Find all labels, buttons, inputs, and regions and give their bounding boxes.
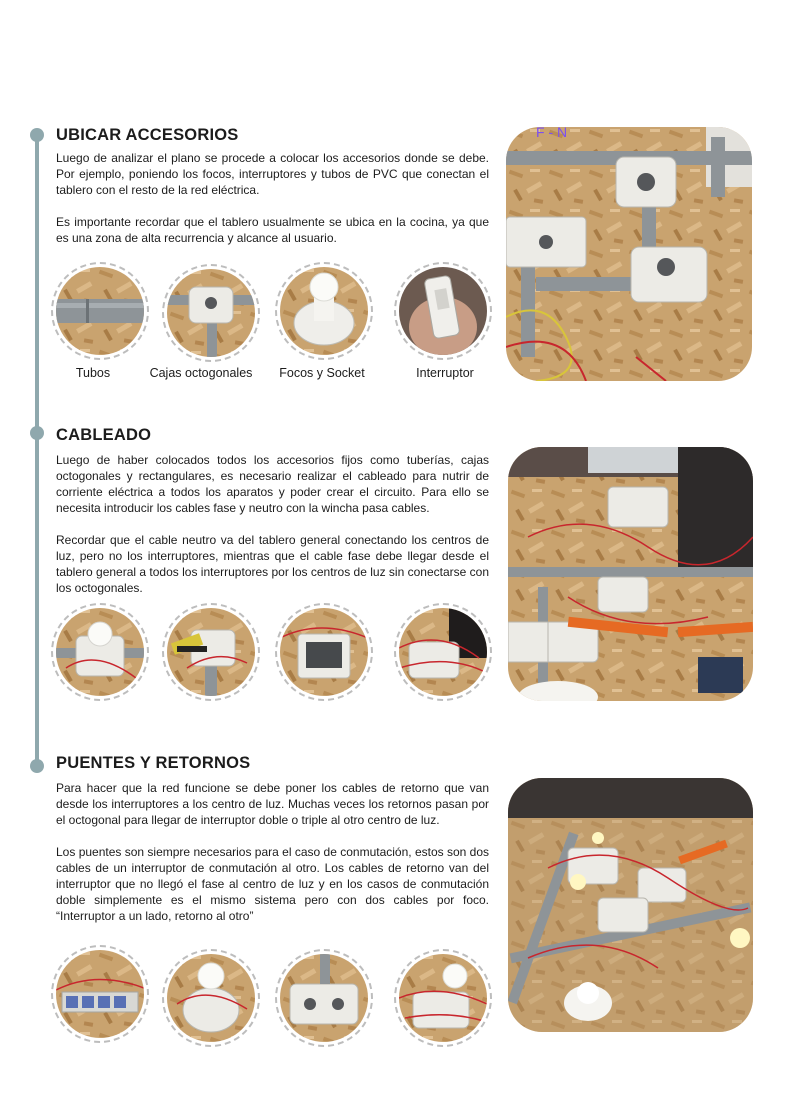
thumbnail-circle bbox=[162, 603, 260, 701]
timeline-dot bbox=[30, 426, 44, 440]
section-title: PUENTES Y RETORNOS bbox=[56, 754, 251, 772]
thumbnail-circle bbox=[394, 262, 492, 360]
photo-bridges-returns bbox=[508, 778, 753, 1032]
svg-text:F - N: F - N bbox=[536, 127, 568, 140]
photo-wiring bbox=[508, 447, 753, 701]
thumbnail-circle bbox=[51, 945, 149, 1043]
section-title: CABLEADO bbox=[56, 426, 152, 444]
photo-accessories bbox=[506, 127, 752, 381]
section-paragraph: Recordar que el cable neutro va del tablero general conectando los centros de luz, pero no los interruptores, mientras que el cable fase debe llegar desde el tablero general a todos los interruptores por los centros de luz sin conectarse con los octogonales. bbox=[56, 533, 489, 595]
thumbnail-caption: Focos y Socket bbox=[279, 366, 365, 380]
section-title: UBICAR ACCESORIOS bbox=[56, 126, 239, 144]
thumbnail-circle bbox=[275, 603, 373, 701]
thumbnail-circle bbox=[51, 603, 149, 701]
thumbnail-caption: Interruptor bbox=[416, 366, 474, 380]
thumbnail-caption: Tubos bbox=[75, 366, 111, 380]
thumbnail-caption: Cajas octogonales bbox=[149, 366, 253, 380]
thumbnail-circle bbox=[51, 262, 149, 360]
thumbnail-circle bbox=[275, 949, 373, 1047]
timeline-line bbox=[35, 135, 39, 767]
thumbnail-circle bbox=[162, 264, 260, 362]
section-paragraph: Los puentes son siempre necesarios para el caso de conmutación, estos son dos cables de un interruptor de conmutación al otro. Los cables de retorno van del interruptor que no llegó el fase al centro de luz y en los casos de conmutación doble simplemente es el mismo sistema pero con dos cables por foco. “Interruptor a un lado, retorno al otro” bbox=[56, 845, 489, 923]
thumbnail-circle bbox=[394, 603, 492, 701]
section-paragraph: Luego de haber colocados todos los accesorios fijos como tuberías, cajas octogonales y rectangulares, es necesario realizar el cableado para nutrir de corriente eléctrica a todos los aparatos y poder crear el circuito. Para ello se necesita introducir los cables fase y neutro con la wincha pasa cables. bbox=[56, 453, 489, 515]
timeline-dot bbox=[30, 128, 44, 142]
thumbnail-circle bbox=[275, 262, 373, 360]
thumbnail-circle bbox=[162, 949, 260, 1047]
section-paragraph: Es importante recordar que el tablero usualmente se ubica en la cocina, ya que es una zona de alta recurrencia y alcance al usuario. bbox=[56, 215, 489, 245]
timeline-dot bbox=[30, 759, 44, 773]
section-paragraph: Para hacer que la red funcione se debe poner los cables de retorno que van desde los interruptores a los centro de luz. Muchas veces los retornos pasan por el octogonal para llegar de interruptor doble o triple al otro centro de luz. bbox=[56, 781, 489, 827]
section-paragraph: Luego de analizar el plano se procede a colocar los accesorios donde se debe. Por ejemplo, poniendo los focos, interruptores y tubos de PVC que conectan el tablero con el resto de la red eléctrica. bbox=[56, 151, 489, 197]
thumbnail-circle bbox=[394, 949, 492, 1047]
